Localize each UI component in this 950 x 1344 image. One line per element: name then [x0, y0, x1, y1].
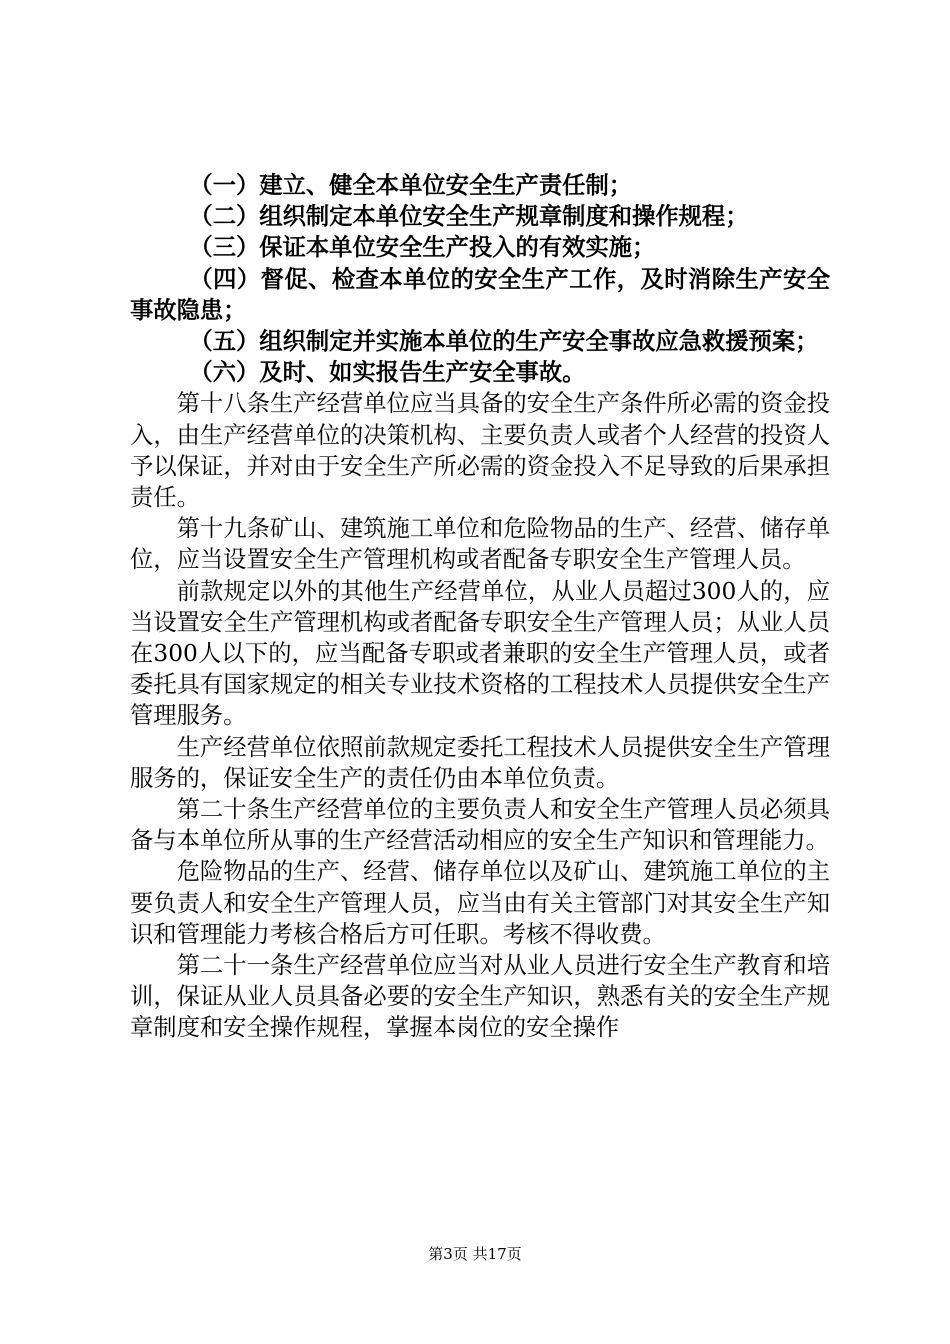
- clause-item-6: （六）及时、如实报告生产安全事故。: [189, 359, 586, 387]
- article-19-paragraph-2: 前款规定以外的其他生产经营单位，从业人员超过300人的，应当设置安全生产管理机构或者配备专职安全生产管理人员；从业人员在300人以下的，应当配备专职或者兼职的安全生产管理人员，或者委托具有国家规定的相关专业技术资格的工程技术人员提供安全生产管理服务。: [130, 577, 830, 730]
- clause-item-5: （五）组织制定并实施本单位的生产安全事故应急救援预案；: [189, 328, 819, 356]
- clause-item-3: （三）保证本单位安全生产投入的有效实施；: [189, 234, 656, 262]
- article-19-paragraph-3: 生产经营单位依照前款规定委托工程技术人员提供安全生产管理服务的，保证安全生产的责任仍由本单位负责。: [130, 733, 830, 792]
- document-body: [130, 170, 830, 1044]
- article-20-paragraph-2: 危险物品的生产、经营、储存单位以及矿山、建筑施工单位的主要负责人和安全生产管理人员，应当由有关主管部门对其安全生产知识和管理能力考核合格后方可任职。考核不得收费。: [130, 858, 830, 948]
- article-18: 第十八条生产经营单位应当具备的安全生产条件所必需的资金投入，由生产经营单位的决策机构、主要负责人或者个人经营的投资人予以保证，并对由于安全生产所必需的资金投入不足导致的后果承担责任。: [130, 390, 830, 512]
- page-number-footer: 第3页 共17页: [428, 1245, 522, 1263]
- clause-item-4: （四）督促、检查本单位的安全生产工作，及时消除生产安全事故隐患；: [130, 265, 830, 324]
- article-19: 第十九条矿山、建筑施工单位和危险物品的生产、经营、储存单位，应当设置安全生产管理机构或者配备专职安全生产管理人员。: [130, 515, 830, 574]
- article-21: 第二十一条生产经营单位应当对从业人员进行安全生产教育和培训，保证从业人员具备必要的安全生产知识，熟悉有关的安全生产规章制度和安全操作规程，掌握本岗位的安全操作: [130, 952, 830, 1042]
- article-20: 第二十条生产经营单位的主要负责人和安全生产管理人员必须具备与本单位所从事的生产经营活动相应的安全生产知识和管理能力。: [130, 796, 830, 855]
- clause-item-1: （一）建立、健全本单位安全生产责任制；: [189, 172, 633, 199]
- clause-item-2: （二）组织制定本单位安全生产规章制度和操作规程；: [189, 203, 749, 231]
